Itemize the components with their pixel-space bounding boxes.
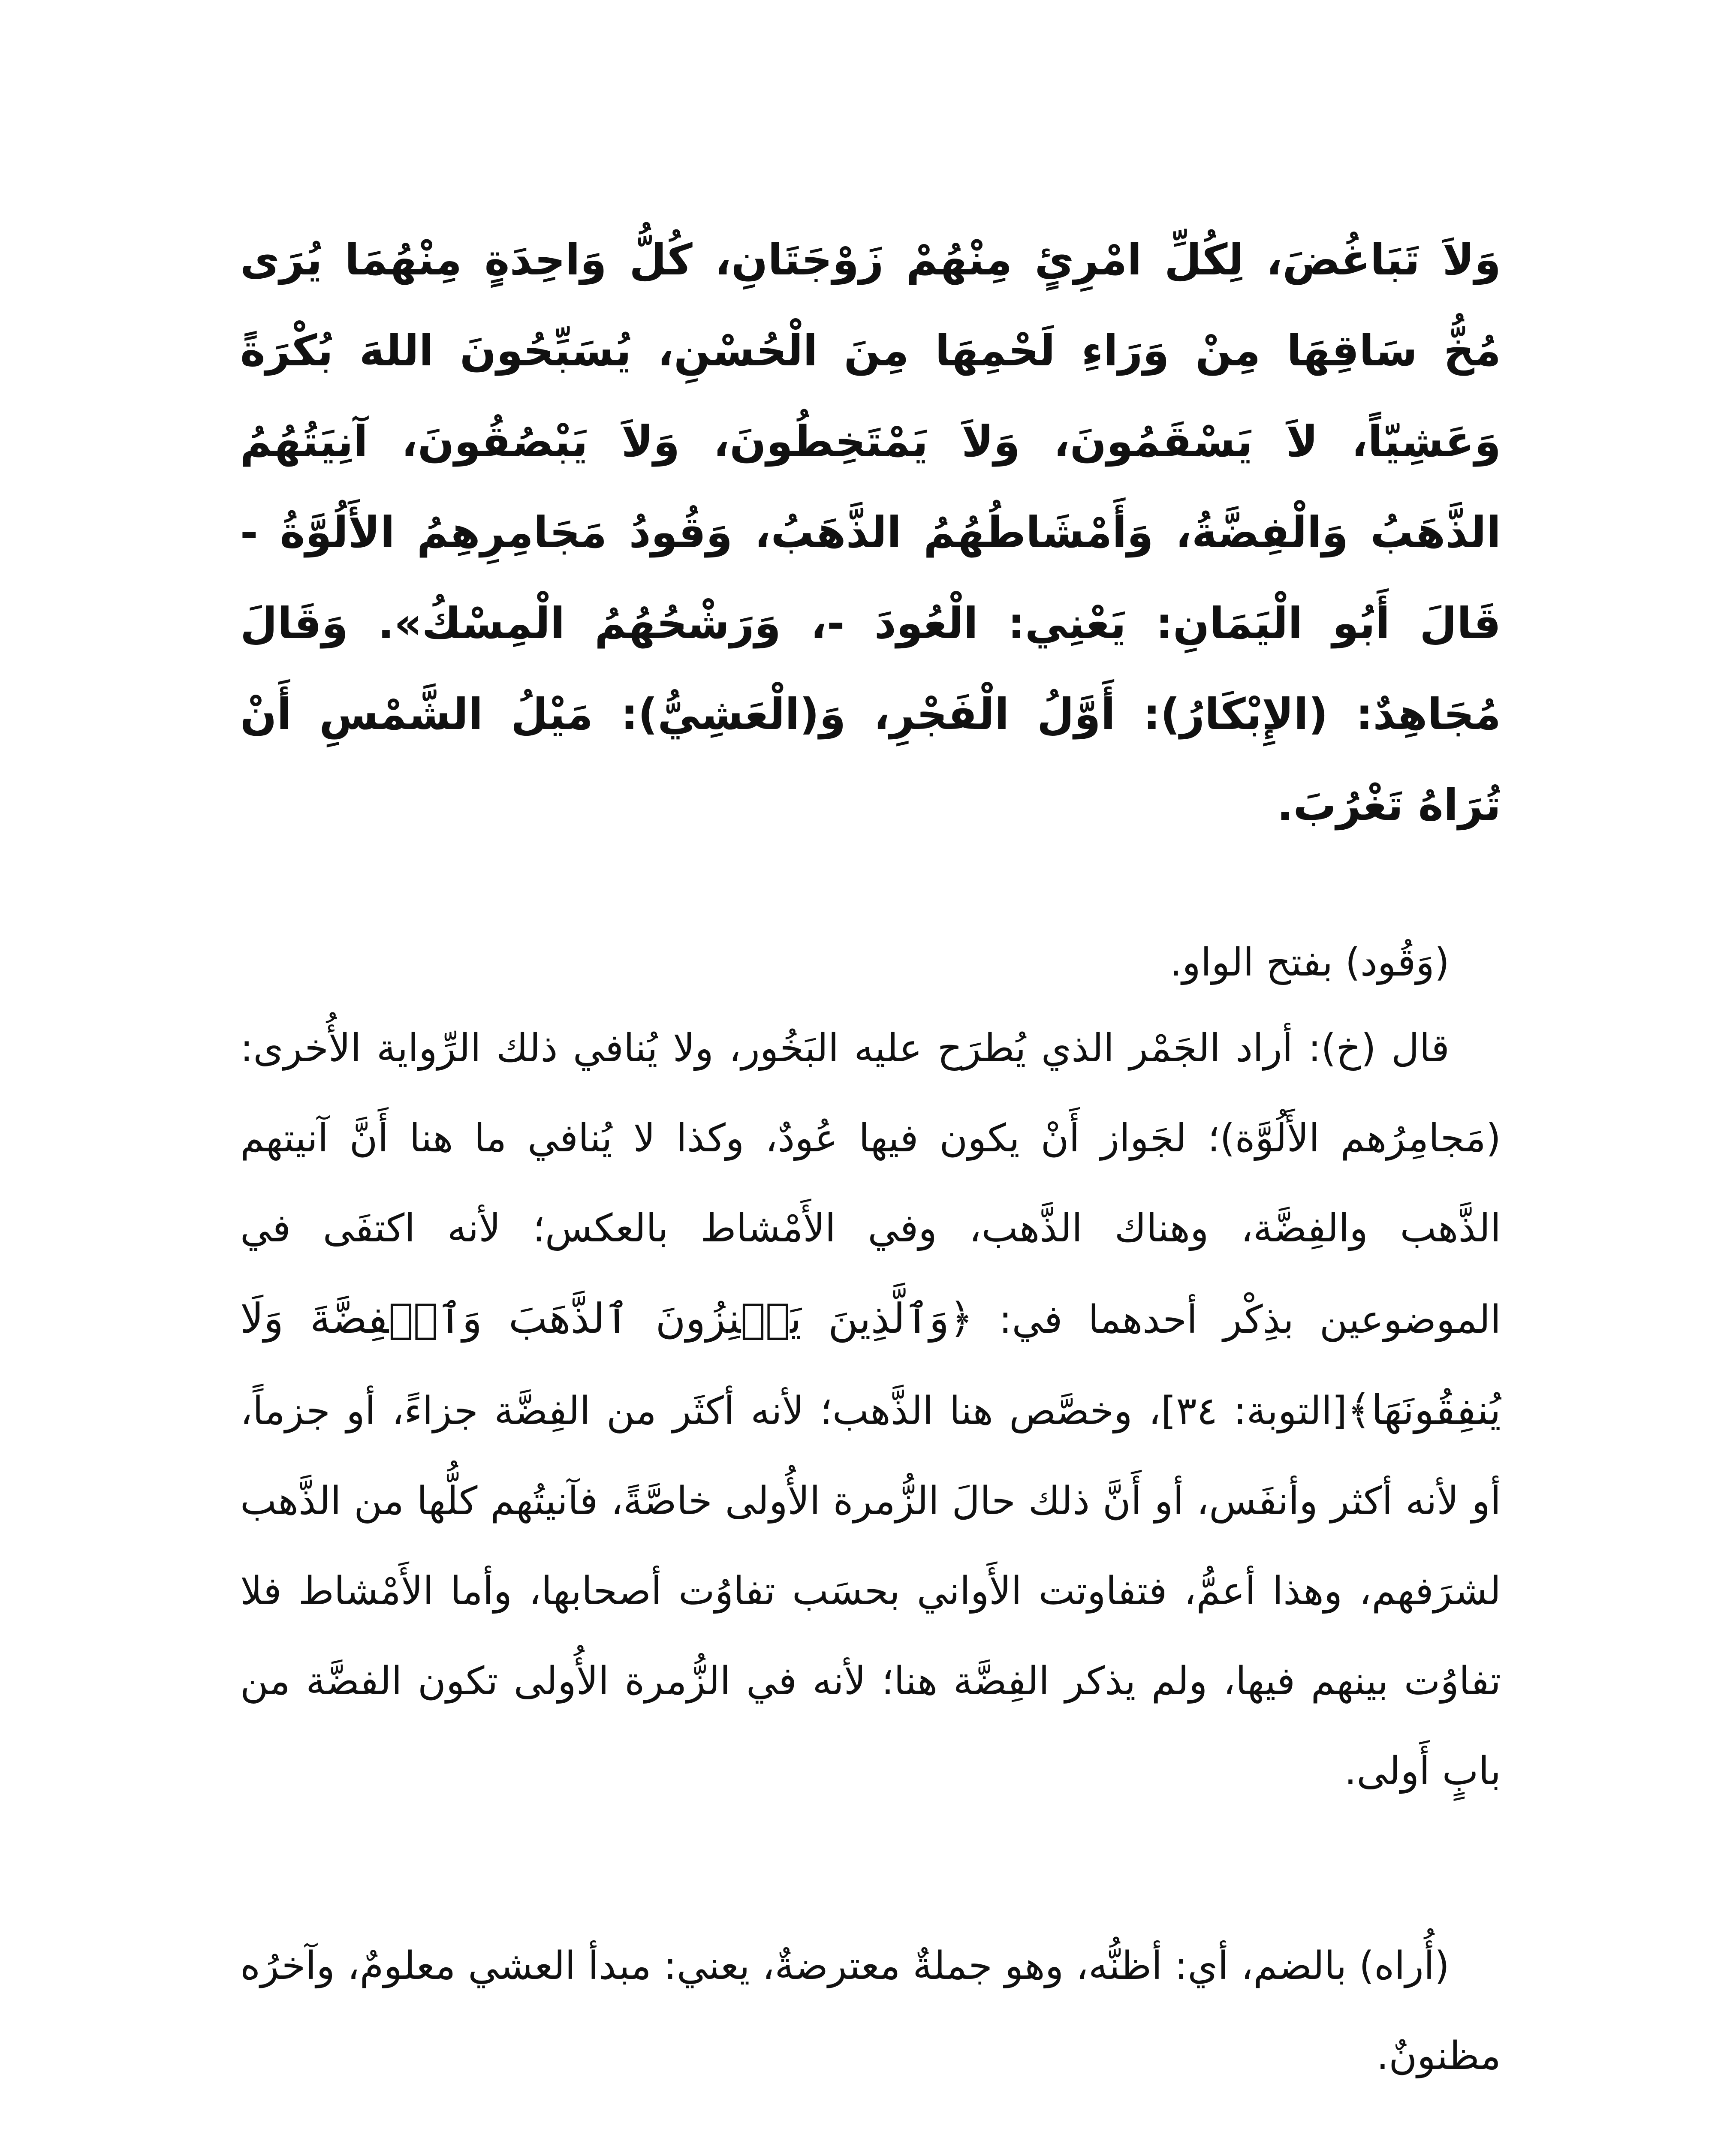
quran-verse: ﴿وَٱلَّذِينَ يَكۡنِزُونَ ٱلذَّهَبَ وَٱلۡفِضَّةَ وَلَا يُنفِقُونَهَا﴾ [240,1295,1501,1434]
commentary-paragraph-3: (أُراه) بالضم، أي: أظنُّه، وهو جملةٌ معترضةٌ، يعني: مبدأ العشي معلومٌ، وآخرُه مظنونٌ. [240,1943,1501,2078]
commentary-paragraph-2 [240,1003,1501,1816]
commentary-note-arah [240,1921,1501,2101]
commentary-text-after-verse: ، وخصَّص هنا الذَّهب؛ لأنه أكثَر من الفِضَّة جزاءً، أو جزماً، أو لأنه أكثر وأنفَس، أو أَنَّ ذلك حالَ الزُّمرة الأُولى خاصَّةً، فآنيتُهم كلُّها من الذَّهب لشرَفهم، وهذا أعمُّ، فتفاوتت الأَواني بحسَب تفاوُت أصحابها، وأما الأَمْشاط فلا تفاوُت بينهم فيها، ولم يذكر الفِضَّة هنا؛ لأنه في الزُّمرة الأُولى تكون الفضَّة من بابٍ أَولى. [240,1388,1501,1794]
quran-reference: [التوبة: ٣٤] [1161,1388,1347,1433]
commentary-text-before-verse: قال (خ): أراد الجَمْر الذي يُطرَح عليه البَخُور، ولا يُنافي ذلك الرِّواية الأُخرى: (مَجامِرُهم الأَلُوَّة)؛ لجَواز أَنْ يكون فيها عُودٌ، وكذا لا يُنافي ما هنا أَنَّ آنيتهم الذَّهب والفِضَّة، وهناك الذَّهب، وفي الأَمْشاط بالعكس؛ لأنه اكتفَى في الموضوعين بذِكْر أحدهما في: [240,1026,1501,1342]
commentary-note-waqud [240,918,1501,1008]
commentary-explanation [240,1003,1501,1816]
commentary-paragraph-1: (وَقُود) بفتح الواو. [1169,940,1450,985]
hadith-text [240,214,1501,851]
hadith-paragraph: وَلاَ تَبَاغُضَ، لِكُلِّ امْرِئٍ مِنْهُمْ زَوْجَتَانِ، كُلُّ وَاحِدَةٍ مِنْهُمَا يُرَى مُخُّ سَاقِهَا مِنْ وَرَاءِ لَحْمِهَا مِنَ الْحُسْنِ، يُسَبِّحُونَ اللهَ بُكْرَةً وَعَشِيّاً، لاَ يَسْقَمُونَ، وَلاَ يَمْتَخِطُونَ، وَلاَ يَبْصُقُونَ، آنِيَتُهُمُ الذَّهَبُ وَالْفِضَّةُ، وَأَمْشَاطُهُمُ الذَّهَبُ، وَقُودُ مَجَامِرِهِمُ الأَلُوَّةُ - قَالَ أَبُو الْيَمَانِ: يَعْنِي: الْعُودَ -، وَرَشْحُهُمُ الْمِسْكُ». وَقَالَ مُجَاهِدٌ: (الإِبْكَارُ): أَوَّلُ الْفَجْرِ، وَ(الْعَشِيُّ): مَيْلُ الشَّمْسِ أَنْ تُرَاهُ تَغْرُبَ. [240,235,1501,830]
